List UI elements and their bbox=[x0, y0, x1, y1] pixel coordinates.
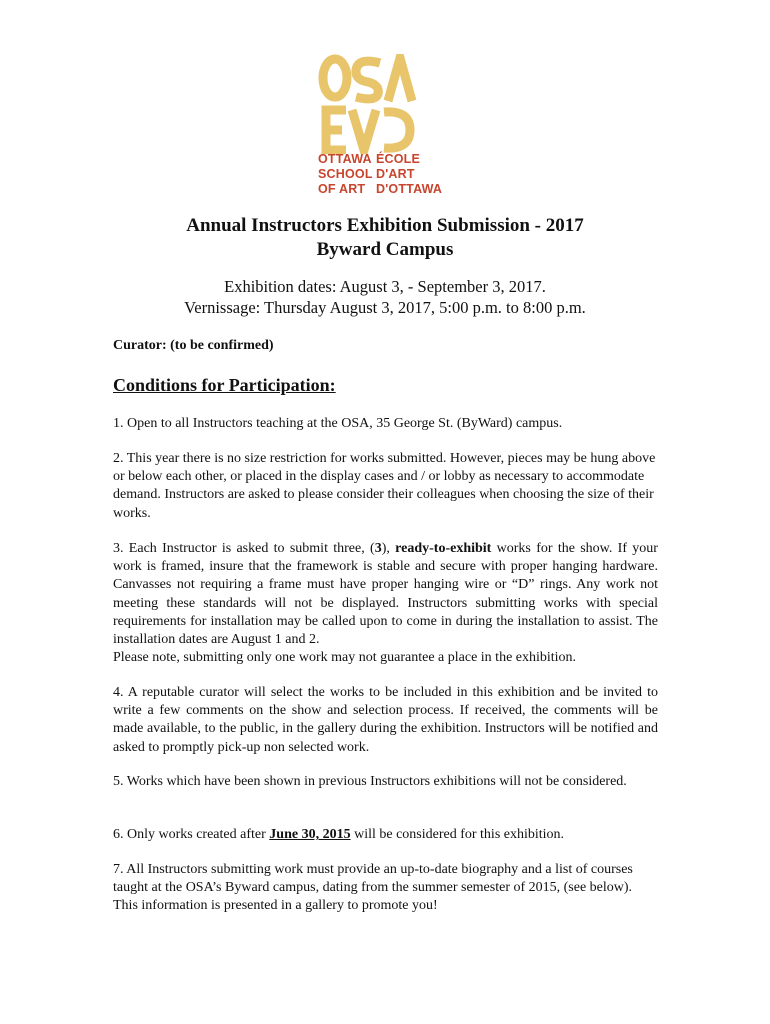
document-title bbox=[100, 214, 670, 262]
logo-word: SCHOOL bbox=[318, 167, 373, 181]
condition-1: 1. Open to all Instructors teaching at the OSA, 35 George St. (ByWard) campus. bbox=[113, 416, 563, 431]
exhibition-dates-line: Exhibition dates: August 3, - September 3, 2017. bbox=[224, 277, 546, 296]
condition-2: 2. This year there is no size restriction for works submitted. However, pieces may be hung above or below each other, or placed in the display cases and / or lobby as necessary to accommodate demand. Instructors are asked to please consider their colleagues when choosing the size of their works. bbox=[113, 451, 656, 521]
condition-6 bbox=[113, 826, 658, 844]
condition-7: 7. All Instructors submitting work must provide an up-to-date biography and a list of courses taught at the OSA’s Byward campus, dating from the summer semester of 2015, (see below). This information is presented in a gallery to promote you! bbox=[113, 862, 633, 914]
vernissage-line: Vernissage: Thursday August 3, 2017, 5:00 p.m. to 8:00 p.m. bbox=[184, 298, 586, 317]
condition-4: 4. A reputable curator will select the works to be included in this exhibition and be invited to write a few comments on the show and selection process. If received, the comments will be made available, to the public, in the gallery during the exhibition. Instructors will be notified and asked to promptly pick-up non selected work. bbox=[113, 685, 658, 755]
condition-3-text: ), bbox=[381, 541, 396, 556]
condition-3 bbox=[113, 540, 658, 667]
condition-6-text: 6. Only works created after bbox=[113, 827, 270, 842]
condition-3-note: Please note, submitting only one work may not guarantee a place in the exhibition. bbox=[113, 650, 577, 666]
logo-word: OTTAWA bbox=[318, 152, 372, 166]
osa-eao-logo-mark bbox=[318, 54, 418, 154]
curator-line: Curator: (to be confirmed) bbox=[113, 338, 274, 353]
logo-word: OF ART bbox=[318, 182, 366, 196]
condition-3-text: 3. Each Instructor is asked to submit three, ( bbox=[113, 541, 375, 556]
condition-5: 5. Works which have been shown in previous Instructors exhibitions will not be considered. bbox=[113, 774, 627, 789]
exhibition-dates bbox=[100, 276, 670, 318]
title-line-2: Byward Campus bbox=[316, 239, 454, 260]
school-logo bbox=[316, 54, 456, 200]
condition-6-text: will be considered for this exhibition. bbox=[350, 827, 565, 842]
condition-3-count: 3 bbox=[374, 541, 382, 556]
logo-word: D'OTTAWA bbox=[376, 182, 443, 196]
logo-word: ÉCOLE bbox=[376, 152, 421, 166]
logo-wordmark bbox=[318, 152, 458, 197]
condition-6-date: June 30, 2015 bbox=[269, 827, 351, 842]
conditions-heading: Conditions for Participation: bbox=[113, 375, 336, 395]
condition-3-emphasis: ready-to-exhibit bbox=[395, 541, 492, 556]
logo-word: D'ART bbox=[376, 167, 415, 181]
condition-3-text: works for the show. If your work is framed, insure that the framework is stable and secure with proper hanging hardware. Canvasses not requiring a frame must have proper hanging wire or “D” rings. Any work not meeting these standards will not be displayed. Instructors submitting works with special requirements for installation may be called upon to come in during the installation to assist. The installation dates are August 1 and 2. bbox=[113, 541, 658, 648]
title-line-1: Annual Instructors Exhibition Submission - 2017 bbox=[186, 215, 584, 236]
